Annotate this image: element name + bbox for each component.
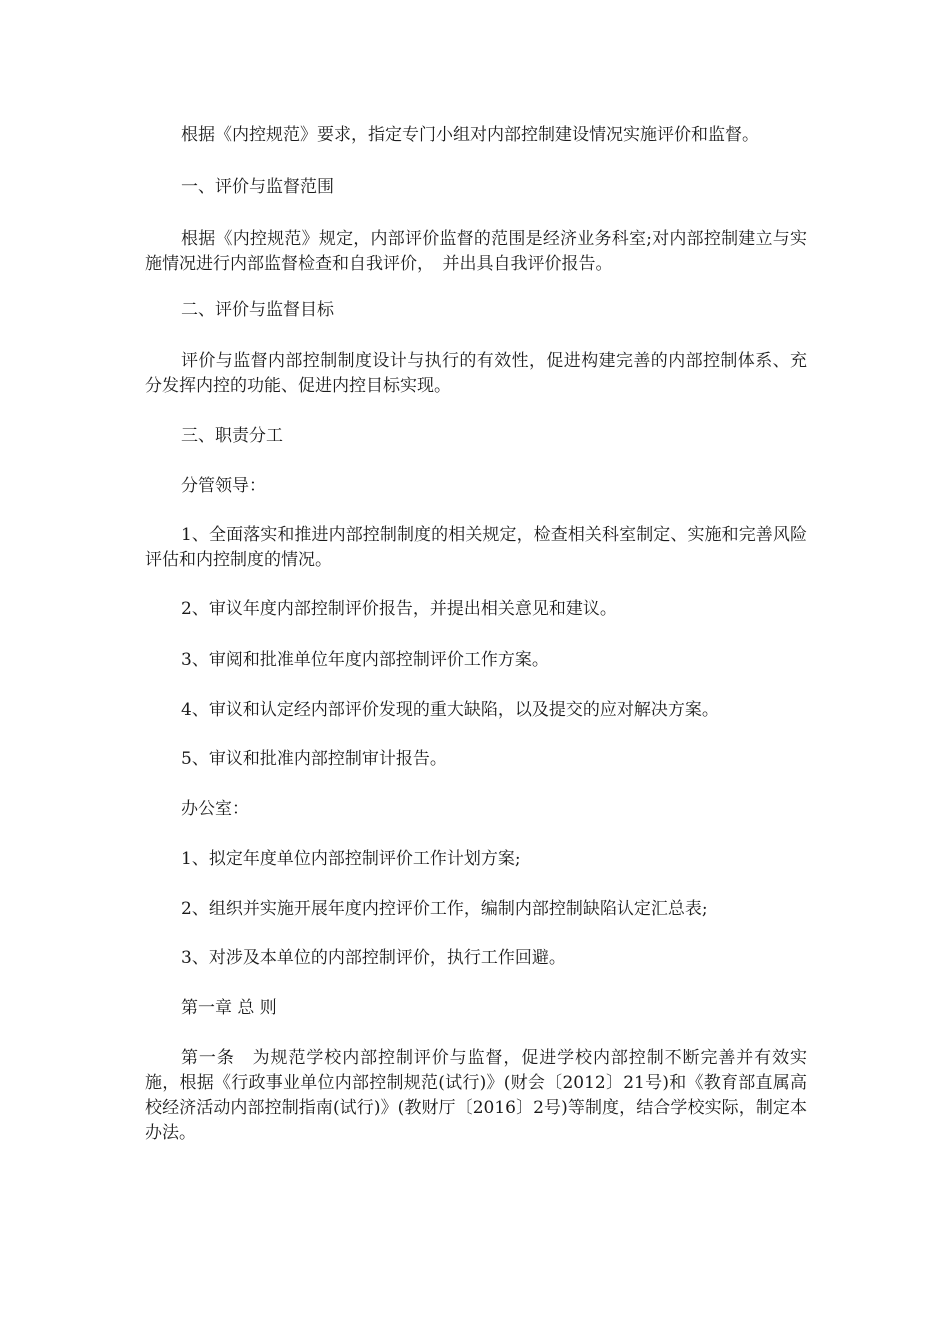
section-heading-scope: 一、评价与监督范围 <box>181 177 334 197</box>
leader-duty-2: 2、审议年度内部控制评价报告，并提出相关意见和建议。 <box>181 599 617 619</box>
leader-duty-3: 3、审阅和批准单位年度内部控制评价工作方案。 <box>181 650 549 670</box>
goal-paragraph: 评价与监督内部控制制度设计与执行的有效性，促进构建完善的内部控制体系、充分发挥内控的功能、促进内控目标实现。 <box>145 351 807 396</box>
chapter-heading: 第一章 总 则 <box>181 998 277 1018</box>
scope-paragraph: 根据《内控规范》规定，内部评价监督的范围是经济业务科室;对内部控制建立与实施情况进行内部监督检查和自我评价， 并出具自我评价报告。 <box>145 229 807 274</box>
office-duty-3: 3、对涉及本单位的内部控制评价，执行工作回避。 <box>181 948 566 968</box>
section-heading-goal: 二、评价与监督目标 <box>181 300 334 320</box>
intro-paragraph: 根据《内控规范》要求，指定专门小组对内部控制建设情况实施评价和监督。 <box>181 125 759 145</box>
leader-duty-5: 5、审议和批准内部控制审计报告。 <box>181 749 447 769</box>
leader-duty-4: 4、审议和认定经内部评价发现的重大缺陷，以及提交的应对解决方案。 <box>181 700 719 720</box>
article-1-paragraph: 第一条 为规范学校内部控制评价与监督，促进学校内部控制不断完善并有效实施，根据《行政事业单位内部控制规范(试行)》(财会〔2012〕21号)和《教育部直属高校经济活动内部控制指南(试行)》(教财厅〔2016〕2号)等制度，结合学校实际，制定本办法。 <box>145 1048 807 1143</box>
office-duty-1: 1、拟定年度单位内部控制评价工作计划方案; <box>181 849 521 869</box>
leader-duty-1: 1、全面落实和推进内部控制制度的相关规定，检查相关科室制定、实施和完善风险评估和内控制度的情况。 <box>145 525 807 570</box>
office-duty-2: 2、组织并实施开展年度内控评价工作，编制内部控制缺陷认定汇总表; <box>181 899 708 919</box>
section-heading-duties: 三、职责分工 <box>181 426 283 446</box>
subheading-office: 办公室： <box>181 799 249 819</box>
subheading-leader: 分管领导： <box>181 476 266 496</box>
